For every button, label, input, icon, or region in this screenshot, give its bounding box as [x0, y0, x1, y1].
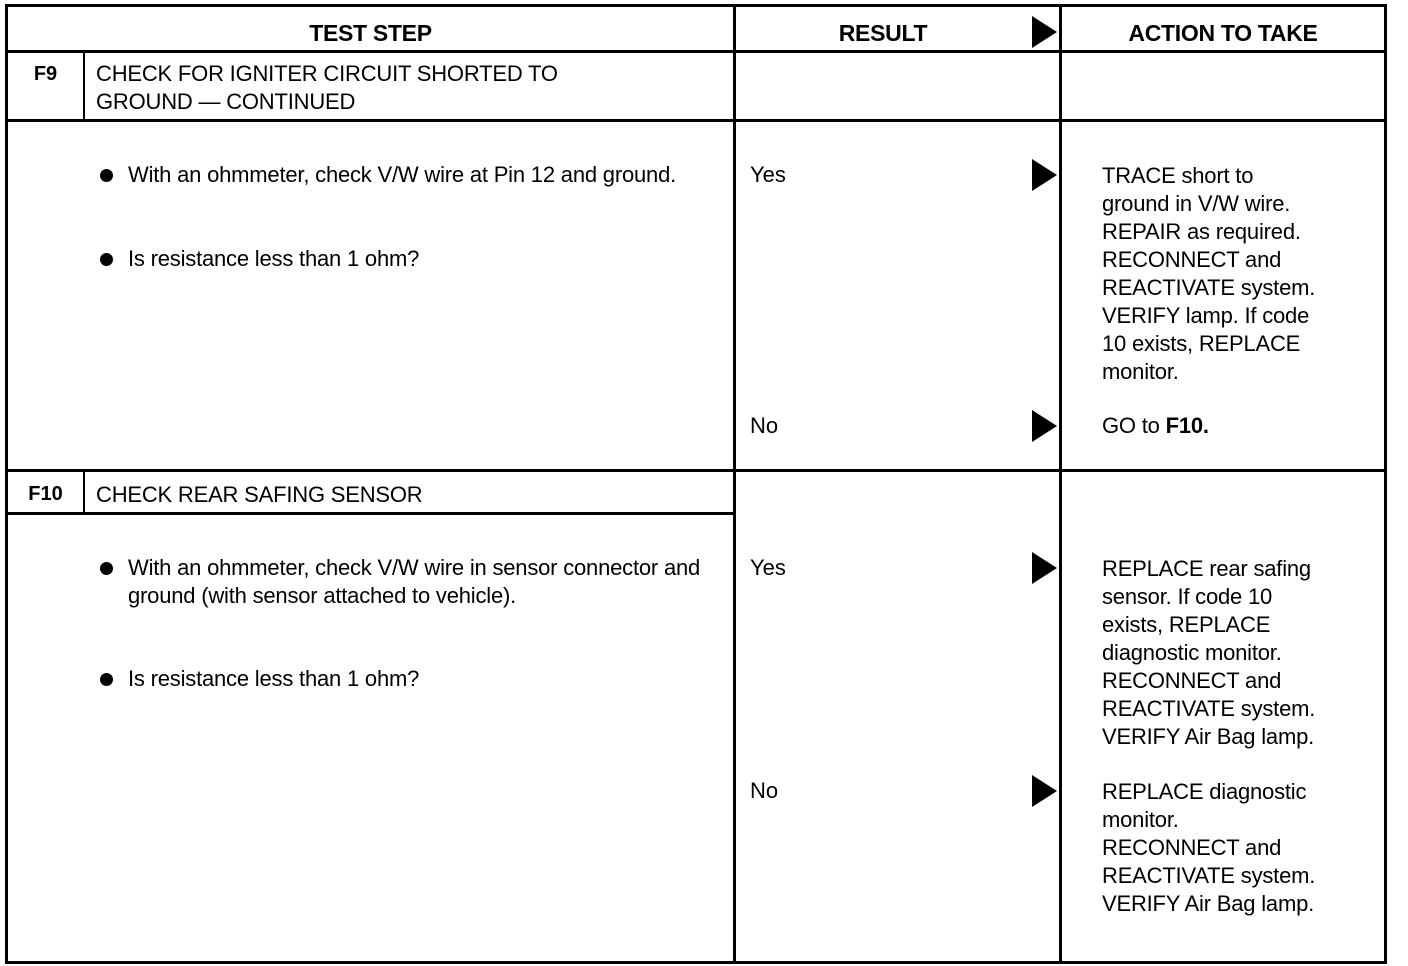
step-code-f10: F10 — [28, 483, 63, 505]
bullet-text: Is resistance less than 1 ohm? — [128, 246, 420, 271]
f9-yes-arrow-icon — [1032, 159, 1057, 191]
f9-code-divider — [83, 52, 85, 120]
bullet-text: Is resistance less than 1 ohm? — [128, 666, 420, 691]
step-title-f10: CHECK REAR SAFING SENSOR — [96, 482, 423, 507]
f10-action-no: REPLACE diagnostic monitor. RECONNECT and REACTIVATE system. VERIFY Air Bag lamp. — [1102, 779, 1316, 916]
bullet-text: With an ohmmeter, check V/W wire at Pin 12 and ground. — [128, 162, 677, 187]
table-border-right — [1384, 4, 1387, 964]
bullet-icon — [100, 562, 113, 575]
f9-action-no-ref: F10. — [1165, 413, 1209, 438]
column-divider-action — [1059, 4, 1062, 964]
table-border-top — [5, 4, 1387, 7]
f9-action-no — [1102, 412, 1377, 440]
header-arrow-icon — [1032, 16, 1057, 48]
f10-bullet-1 — [94, 554, 728, 610]
f9-action-yes: TRACE short to ground in V/W wire. REPAIR as required. RECONNECT and REACTIVATE system. VERIFY lamp. If code 10 exists, REPLACE monitor. — [1102, 163, 1316, 384]
header-rule — [5, 50, 1387, 53]
bullet-icon — [100, 253, 113, 266]
step-code-f9: F9 — [33, 63, 58, 85]
f10-yes-arrow-icon — [1032, 552, 1057, 584]
table-border-bottom — [5, 961, 1387, 964]
f9-result-no: No — [750, 413, 779, 438]
row-divider-f10 — [5, 469, 1387, 472]
header-result: RESULT — [838, 20, 928, 46]
bullet-text: With an ohmmeter, check V/W wire in sensor connector and ground (with sensor attached to vehicle). — [128, 555, 701, 608]
header-test-step: TEST STEP — [309, 20, 432, 46]
f10-result-no: No — [750, 778, 779, 803]
f10-result-yes: Yes — [750, 555, 786, 580]
f10-no-arrow-icon — [1032, 775, 1057, 807]
f10-bullet-2 — [94, 665, 728, 693]
bullet-icon — [100, 169, 113, 182]
f9-bullet-1 — [94, 161, 728, 189]
f10-title-rule — [5, 512, 735, 515]
f9-result-yes: Yes — [750, 162, 786, 187]
f9-title-rule — [5, 119, 1387, 122]
f9-bullet-2 — [94, 245, 728, 273]
f10-action-yes: REPLACE rear safing sensor. If code 10 exists, REPLACE diagnostic monitor. RECONNECT and REACTIVATE system. VERIFY Air Bag lamp. — [1102, 556, 1316, 749]
header-action: ACTION TO TAKE — [1128, 20, 1318, 46]
f9-no-arrow-icon — [1032, 410, 1057, 442]
f9-action-no-text: GO to — [1102, 413, 1166, 438]
column-divider-result — [733, 4, 736, 964]
f10-code-divider — [83, 471, 85, 513]
step-title-f9: CHECK FOR IGNITER CIRCUIT SHORTED TO GROUND — CONTINUED — [96, 61, 558, 114]
bullet-icon — [100, 673, 113, 686]
